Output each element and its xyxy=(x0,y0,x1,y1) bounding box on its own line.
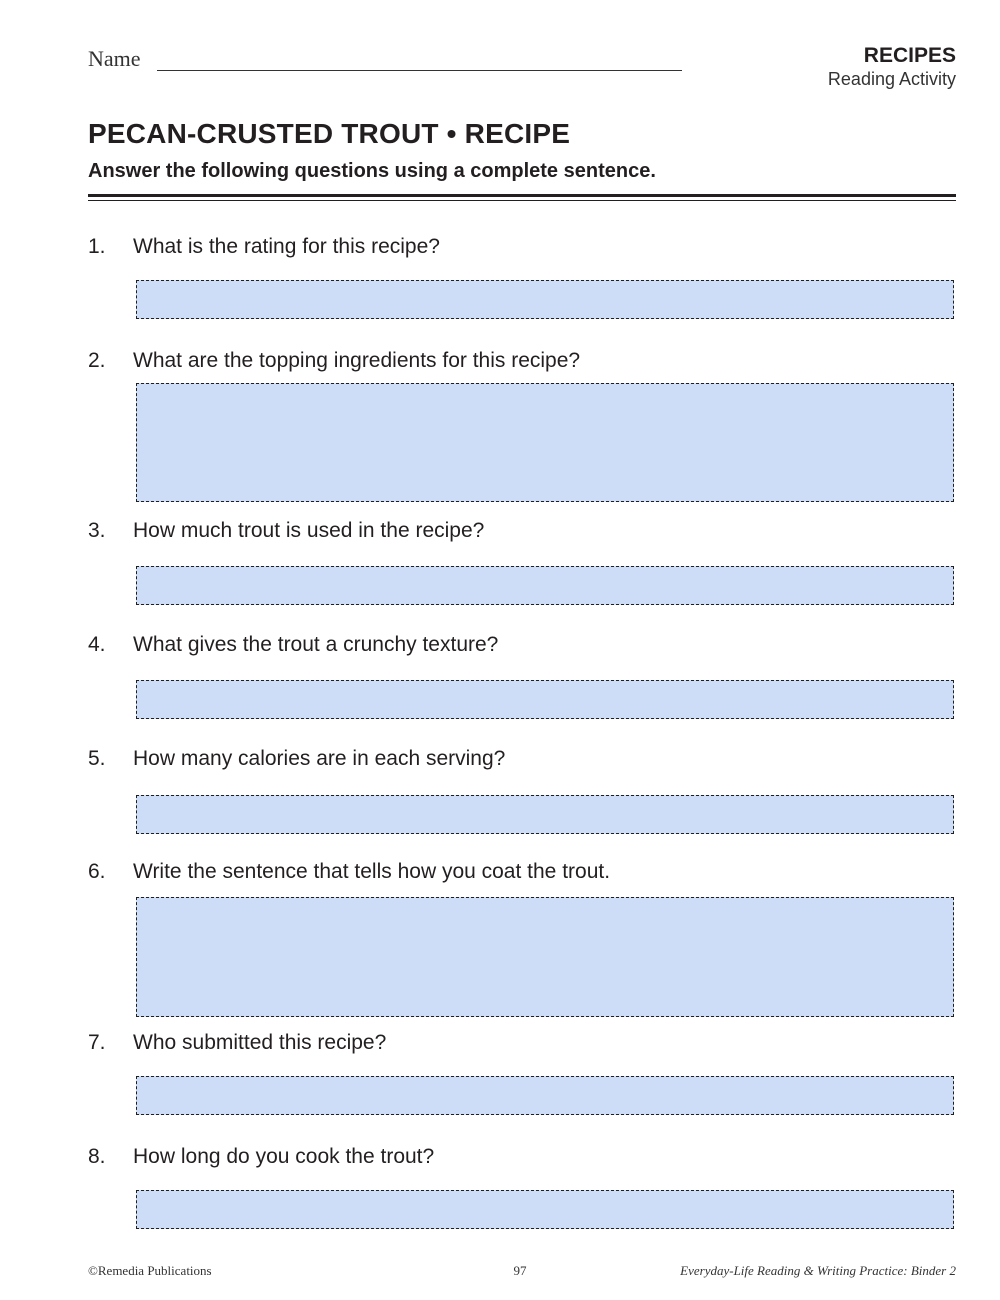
name-line[interactable] xyxy=(157,70,682,71)
question-4-number: 4. xyxy=(88,633,106,656)
footer-page-number: 97 xyxy=(513,1263,527,1278)
question-4-text: What gives the trout a crunchy texture? xyxy=(133,633,499,656)
question-5-text: How many calories are in each serving? xyxy=(133,747,506,770)
answer-4-field[interactable] xyxy=(136,680,954,719)
footer-copyright: ©Remedia Publications xyxy=(88,1263,212,1278)
section-subtitle: Reading Activity xyxy=(827,69,956,89)
header-rule-thin xyxy=(88,200,956,201)
answer-8-field[interactable] xyxy=(136,1190,954,1229)
question-2-number: 2. xyxy=(88,349,106,372)
question-2-text: What are the topping ingredients for this recipe? xyxy=(133,349,581,372)
question-3-number: 3. xyxy=(88,519,106,542)
question-6-text: Write the sentence that tells how you coat the trout. xyxy=(133,860,611,883)
section-header xyxy=(828,44,956,90)
name-label: Name xyxy=(88,46,141,71)
worksheet-title: PECAN-CRUSTED TROUT • RECIPE xyxy=(88,118,571,149)
question-1-text: What is the rating for this recipe? xyxy=(133,235,440,258)
question-3-text: How much trout is used in the recipe? xyxy=(133,519,485,542)
answer-1-field[interactable] xyxy=(136,280,954,319)
answer-2-field[interactable] xyxy=(136,383,954,502)
answer-5-field[interactable] xyxy=(136,795,954,834)
instructions: Answer the following questions using a complete sentence. xyxy=(88,160,656,182)
answer-6-field[interactable] xyxy=(136,897,954,1017)
question-5-number: 5. xyxy=(88,747,106,770)
question-8-text: How long do you cook the trout? xyxy=(133,1145,435,1168)
answer-7-field[interactable] xyxy=(136,1076,954,1115)
header-rule-thick xyxy=(88,194,956,197)
footer-book-title: Everyday-Life Reading & Writing Practice: Binder 2 xyxy=(680,1263,956,1278)
question-6-number: 6. xyxy=(88,860,106,883)
question-1-number: 1. xyxy=(88,235,106,258)
section-title: RECIPES xyxy=(863,44,956,67)
question-8-number: 8. xyxy=(88,1145,106,1168)
question-7-number: 7. xyxy=(88,1031,106,1054)
question-7-text: Who submitted this recipe? xyxy=(133,1031,387,1054)
answer-3-field[interactable] xyxy=(136,566,954,605)
